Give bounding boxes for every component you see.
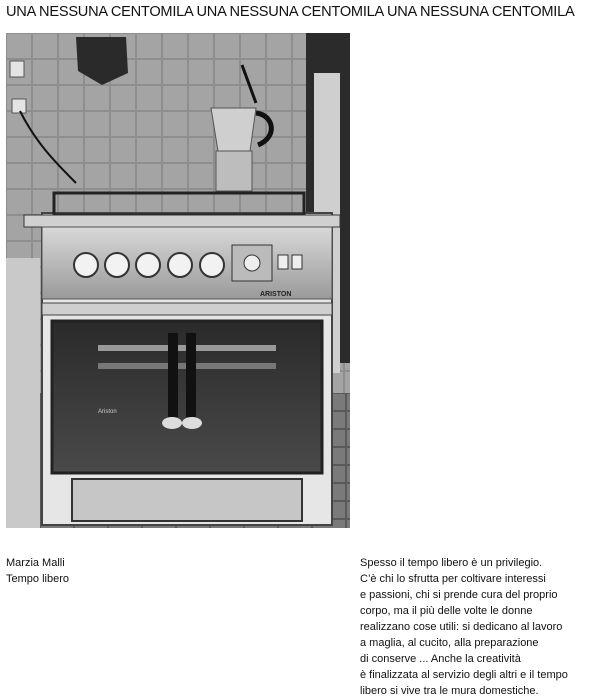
- artwork-title: Tempo libero: [6, 573, 69, 585]
- description-line: di conserve ... Anche la creatività: [360, 653, 521, 665]
- description-text: [360, 555, 596, 699]
- description-line: Spesso il tempo libero è un privilegio.: [360, 557, 543, 569]
- description-line: e passioni, chi si prende cura del proprio: [360, 589, 558, 601]
- stove-photograph: [6, 33, 350, 528]
- page-header-title: UNA NESSUNA CENTOMILA UNA NESSUNA CENTOMILA UNA NESSUNA CENTOMILA: [6, 4, 575, 20]
- bottom-drawer: [72, 479, 302, 521]
- description-line: libero si vive tra le mura domestiche.: [360, 685, 539, 697]
- left-cabinet: [6, 258, 40, 528]
- description-line: corpo, ma il più delle volte le donne: [360, 605, 533, 617]
- photo-credit: [6, 555, 69, 587]
- brand-label: ARISTON: [260, 291, 292, 298]
- description-line: realizzano cose utili: si dedicano al lavoro: [360, 621, 563, 633]
- description-line: è finalizzata al servizio degli altri e il tempo: [360, 669, 568, 681]
- moka-pot: [211, 108, 256, 151]
- description-line: a maglia, al cucito, alla preparazione: [360, 637, 539, 649]
- description-line: C’è chi lo sfrutta per coltivare interessi: [360, 573, 546, 585]
- author-name: Marzia Malli: [6, 557, 65, 569]
- svg-text:Ariston: Ariston: [98, 409, 117, 415]
